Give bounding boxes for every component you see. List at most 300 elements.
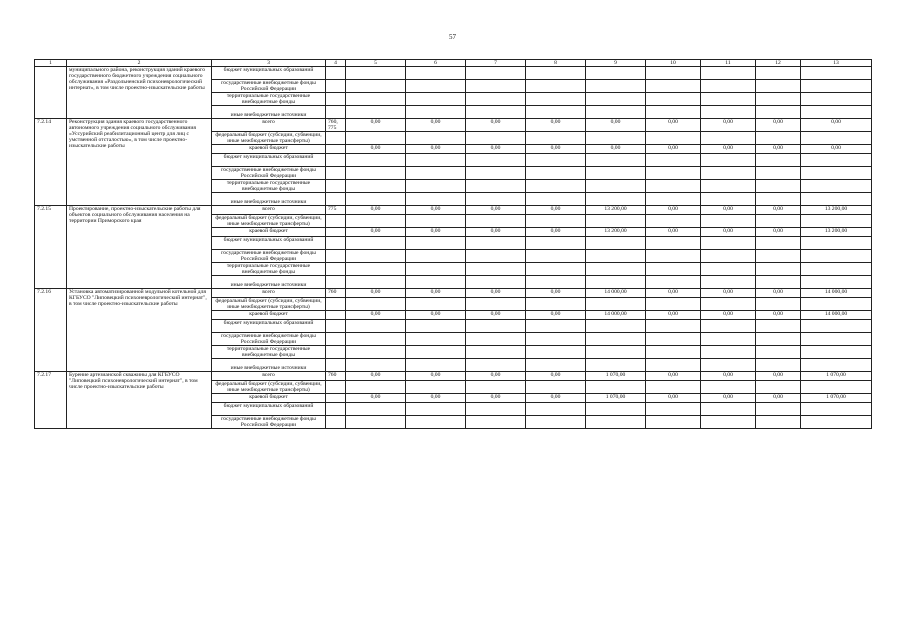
amount-cell [756, 346, 801, 359]
funding-source: краевой бюджет [212, 228, 326, 237]
amount-cell [586, 359, 646, 372]
amount-cell [586, 237, 646, 250]
amount-cell [466, 67, 526, 80]
amount-cell [586, 416, 646, 429]
amount-cell [586, 403, 646, 416]
amount-cell [646, 403, 701, 416]
activity-description: муниципального района, реконструкция зданий краевого государственного бюджетного учреждения социального обслуживания «Раздольненский психоневрологический интернат», в том числе проектно-изыскательские работы [67, 67, 212, 119]
amount-cell [346, 67, 406, 80]
amount-cell [756, 180, 801, 193]
amount-cell [586, 215, 646, 228]
expense-code [326, 215, 346, 228]
amount-cell [526, 320, 586, 333]
amount-cell [586, 263, 646, 276]
amount-cell [801, 193, 872, 206]
amount-cell [701, 80, 756, 93]
amount-cell [406, 67, 466, 80]
amount-cell [526, 106, 586, 119]
funding-source: бюджет муниципальных образований [212, 403, 326, 416]
amount-cell [346, 180, 406, 193]
amount-cell [701, 403, 756, 416]
amount-cell [526, 333, 586, 346]
amount-cell [756, 167, 801, 180]
activity-description: Проектирование, проектно-изыскательские работы для объектов социального обслуживания населения на территории Приморского края [67, 206, 212, 289]
amount-cell [646, 67, 701, 80]
amount-cell [801, 346, 872, 359]
amount-cell [346, 320, 406, 333]
amount-cell [646, 359, 701, 372]
amount-cell: 0,00 [346, 372, 406, 381]
expense-code [326, 250, 346, 263]
amount-cell [646, 80, 701, 93]
amount-cell [801, 298, 872, 311]
funding-source: краевой бюджет [212, 145, 326, 154]
amount-cell [646, 346, 701, 359]
amount-cell [801, 106, 872, 119]
amount-cell: 0,00 [406, 119, 466, 132]
expense-code [326, 394, 346, 403]
amount-cell: 0,00 [646, 394, 701, 403]
amount-cell [346, 237, 406, 250]
amount-cell: 0,00 [646, 372, 701, 381]
amount-cell [406, 333, 466, 346]
table-row [35, 67, 872, 80]
amount-cell [406, 381, 466, 394]
amount-cell [466, 106, 526, 119]
activity-code: 7.2.15 [35, 206, 67, 289]
amount-cell [756, 80, 801, 93]
expense-code: 775 [326, 206, 346, 215]
expense-code [326, 298, 346, 311]
amount-cell [586, 381, 646, 394]
amount-cell [466, 298, 526, 311]
amount-cell [406, 180, 466, 193]
amount-cell [586, 276, 646, 289]
amount-cell [701, 132, 756, 145]
amount-cell: 0,00 [406, 311, 466, 320]
amount-cell: 0,00 [646, 145, 701, 154]
amount-cell [586, 333, 646, 346]
funding-source: территориальные государственные внебюджетные фонды [212, 180, 326, 193]
funding-source: всего [212, 372, 326, 381]
amount-cell [756, 106, 801, 119]
column-header: 3 [212, 60, 326, 67]
amount-cell [466, 132, 526, 145]
funding-source: бюджет муниципальных образований [212, 237, 326, 250]
amount-cell: 14 000,00 [801, 311, 872, 320]
amount-cell: 0,00 [526, 394, 586, 403]
amount-cell: 0,00 [406, 372, 466, 381]
amount-cell [466, 193, 526, 206]
amount-cell [646, 193, 701, 206]
table-row [35, 206, 872, 215]
amount-cell [586, 180, 646, 193]
amount-cell [586, 80, 646, 93]
expense-code: 760 [326, 372, 346, 381]
amount-cell [586, 154, 646, 167]
amount-cell [406, 154, 466, 167]
expense-code [326, 228, 346, 237]
amount-cell [701, 193, 756, 206]
amount-cell [701, 416, 756, 429]
amount-cell [406, 403, 466, 416]
column-header: 4 [326, 60, 346, 67]
amount-cell [646, 167, 701, 180]
funding-source: государственные внебюджетные фонды Российской Федерации [212, 333, 326, 346]
amount-cell [346, 167, 406, 180]
amount-cell [646, 132, 701, 145]
expense-code [326, 263, 346, 276]
amount-cell: 0,00 [701, 206, 756, 215]
amount-cell [346, 250, 406, 263]
amount-cell [756, 416, 801, 429]
amount-cell [466, 359, 526, 372]
amount-cell [586, 320, 646, 333]
expense-code [326, 359, 346, 372]
amount-cell [756, 263, 801, 276]
amount-cell [466, 381, 526, 394]
amount-cell [701, 67, 756, 80]
amount-cell [406, 106, 466, 119]
activity-code: 7.2.14 [35, 119, 67, 206]
amount-cell [801, 93, 872, 106]
amount-cell [756, 67, 801, 80]
amount-cell [756, 298, 801, 311]
amount-cell [701, 298, 756, 311]
table-body [35, 67, 872, 429]
amount-cell [756, 132, 801, 145]
amount-cell: 0,00 [756, 311, 801, 320]
expense-code [326, 180, 346, 193]
amount-cell [701, 93, 756, 106]
amount-cell [346, 381, 406, 394]
amount-cell: 0,00 [646, 206, 701, 215]
activity-code: 7.2.17 [35, 372, 67, 429]
amount-cell [586, 298, 646, 311]
amount-cell [801, 416, 872, 429]
funding-source: федеральный бюджет (субсидии, субвенции, иные межбюджетные трансферты) [212, 381, 326, 394]
amount-cell [701, 237, 756, 250]
amount-cell [526, 193, 586, 206]
column-header: 7 [466, 60, 526, 67]
amount-cell: 0,00 [756, 289, 801, 298]
funding-source: иные внебюджетные источники [212, 193, 326, 206]
amount-cell: 14 000,00 [586, 311, 646, 320]
amount-cell: 0,00 [346, 394, 406, 403]
amount-cell [406, 132, 466, 145]
amount-cell: 0,00 [526, 311, 586, 320]
amount-cell [756, 237, 801, 250]
funding-source: государственные внебюджетные фонды Российской Федерации [212, 416, 326, 429]
amount-cell [586, 193, 646, 206]
amount-cell: 0,00 [701, 119, 756, 132]
funding-source: государственные внебюджетные фонды Российской Федерации [212, 167, 326, 180]
funding-source: федеральный бюджет (субсидии, субвенции, иные межбюджетные трансферты) [212, 298, 326, 311]
amount-cell: 0,00 [346, 228, 406, 237]
funding-source: территориальные государственные внебюджетные фонды [212, 93, 326, 106]
amount-cell: 0,00 [466, 394, 526, 403]
amount-cell: 1 070,00 [586, 372, 646, 381]
amount-cell [756, 403, 801, 416]
amount-cell [646, 180, 701, 193]
amount-cell [756, 215, 801, 228]
amount-cell [406, 346, 466, 359]
amount-cell [801, 276, 872, 289]
amount-cell: 0,00 [756, 228, 801, 237]
amount-cell [801, 132, 872, 145]
amount-cell [646, 237, 701, 250]
expense-code [326, 167, 346, 180]
amount-cell [526, 381, 586, 394]
amount-cell [346, 346, 406, 359]
amount-cell [346, 403, 406, 416]
amount-cell [406, 215, 466, 228]
amount-cell [701, 154, 756, 167]
amount-cell [526, 93, 586, 106]
amount-cell [346, 416, 406, 429]
funding-source: иные внебюджетные источники [212, 359, 326, 372]
expense-code [326, 106, 346, 119]
column-header: 2 [67, 60, 212, 67]
page-number: 57 [449, 33, 456, 41]
amount-cell [801, 167, 872, 180]
amount-cell: 0,00 [346, 206, 406, 215]
expense-code [326, 154, 346, 167]
amount-cell [756, 333, 801, 346]
amount-cell [801, 333, 872, 346]
expense-code [326, 145, 346, 154]
amount-cell [701, 180, 756, 193]
amount-cell [466, 237, 526, 250]
amount-cell [406, 80, 466, 93]
funding-source: федеральный бюджет (субсидии, субвенции, иные межбюджетные трансферты) [212, 215, 326, 228]
amount-cell [701, 320, 756, 333]
expense-code [326, 132, 346, 145]
amount-cell [406, 298, 466, 311]
amount-cell [801, 381, 872, 394]
amount-cell [701, 359, 756, 372]
amount-cell [346, 215, 406, 228]
amount-cell [406, 250, 466, 263]
amount-cell: 14 000,00 [586, 289, 646, 298]
amount-cell [466, 320, 526, 333]
amount-cell [346, 193, 406, 206]
funding-source: иные внебюджетные источники [212, 276, 326, 289]
amount-cell [466, 263, 526, 276]
amount-cell [801, 263, 872, 276]
amount-cell: 14 000,00 [801, 289, 872, 298]
column-header: 12 [756, 60, 801, 67]
amount-cell: 0,00 [586, 119, 646, 132]
amount-cell: 0,00 [801, 145, 872, 154]
amount-cell: 0,00 [466, 228, 526, 237]
amount-cell [756, 359, 801, 372]
column-header: 9 [586, 60, 646, 67]
amount-cell [346, 93, 406, 106]
expense-code [326, 403, 346, 416]
expense-code [326, 93, 346, 106]
amount-cell: 0,00 [466, 206, 526, 215]
amount-cell [586, 132, 646, 145]
amount-cell [586, 250, 646, 263]
amount-cell [466, 333, 526, 346]
amount-cell [346, 132, 406, 145]
amount-cell: 0,00 [346, 145, 406, 154]
amount-cell [346, 276, 406, 289]
expense-code [326, 237, 346, 250]
amount-cell [646, 106, 701, 119]
amount-cell: 0,00 [526, 145, 586, 154]
amount-cell [646, 333, 701, 346]
amount-cell [801, 250, 872, 263]
amount-cell [346, 333, 406, 346]
column-header: 11 [701, 60, 756, 67]
amount-cell [646, 320, 701, 333]
amount-cell [801, 215, 872, 228]
amount-cell [466, 346, 526, 359]
amount-cell [801, 154, 872, 167]
amount-cell: 0,00 [586, 145, 646, 154]
amount-cell [466, 276, 526, 289]
expense-code [326, 381, 346, 394]
funding-source: иные внебюджетные источники [212, 106, 326, 119]
amount-cell [346, 298, 406, 311]
activity-description: Установка автоматизированной модульной котельной для КГБУСО "Липовецкий психоневрологический интернат", в том числе проектно-изыскательские работы [67, 289, 212, 372]
amount-cell [346, 80, 406, 93]
amount-cell [586, 93, 646, 106]
amount-cell [406, 193, 466, 206]
amount-cell [526, 167, 586, 180]
amount-cell [406, 320, 466, 333]
amount-cell: 0,00 [646, 119, 701, 132]
amount-cell [801, 320, 872, 333]
amount-cell [646, 416, 701, 429]
amount-cell [466, 215, 526, 228]
activity-description: Бурение артезианской скважины для КГБУСО "Липовецкий психоневрологический интернат", в том числе проектно-изыскательские работы [67, 372, 212, 429]
amount-cell [406, 263, 466, 276]
amount-cell: 0,00 [646, 311, 701, 320]
amount-cell [466, 250, 526, 263]
table-row [35, 119, 872, 132]
amount-cell [526, 215, 586, 228]
amount-cell [466, 416, 526, 429]
amount-cell: 0,00 [701, 145, 756, 154]
funding-source: краевой бюджет [212, 394, 326, 403]
amount-cell [701, 250, 756, 263]
funding-source: краевой бюджет [212, 311, 326, 320]
amount-cell [646, 276, 701, 289]
funding-source: территориальные государственные внебюджетные фонды [212, 346, 326, 359]
expense-code [326, 333, 346, 346]
amount-cell: 0,00 [346, 289, 406, 298]
amount-cell [586, 106, 646, 119]
amount-cell: 0,00 [756, 119, 801, 132]
amount-cell [526, 403, 586, 416]
amount-cell [526, 180, 586, 193]
amount-cell [801, 180, 872, 193]
amount-cell [526, 359, 586, 372]
column-header: 8 [526, 60, 586, 67]
amount-cell [756, 154, 801, 167]
amount-cell [526, 132, 586, 145]
amount-cell [801, 67, 872, 80]
expense-code [326, 67, 346, 80]
funding-source: бюджет муниципальных образований [212, 67, 326, 80]
amount-cell [466, 167, 526, 180]
amount-cell [406, 93, 466, 106]
amount-cell: 0,00 [526, 372, 586, 381]
activity-code: 7.2.16 [35, 289, 67, 372]
amount-cell [586, 67, 646, 80]
amount-cell: 0,00 [466, 372, 526, 381]
amount-cell [701, 346, 756, 359]
amount-cell [701, 333, 756, 346]
funding-source: государственные внебюджетные фонды Российской Федерации [212, 250, 326, 263]
amount-cell [646, 154, 701, 167]
amount-cell [526, 298, 586, 311]
amount-cell [756, 381, 801, 394]
amount-cell [701, 263, 756, 276]
budget-table [34, 59, 872, 429]
amount-cell: 0,00 [801, 119, 872, 132]
amount-cell: 0,00 [526, 206, 586, 215]
amount-cell [756, 276, 801, 289]
amount-cell [701, 167, 756, 180]
amount-cell: 0,00 [466, 289, 526, 298]
expense-code [326, 80, 346, 93]
amount-cell [646, 215, 701, 228]
amount-cell [526, 80, 586, 93]
amount-cell [526, 263, 586, 276]
amount-cell [466, 154, 526, 167]
funding-source: всего [212, 206, 326, 215]
column-header: 1 [35, 60, 67, 67]
table-row [35, 289, 872, 298]
amount-cell: 0,00 [466, 311, 526, 320]
amount-cell [756, 193, 801, 206]
amount-cell [756, 320, 801, 333]
amount-cell: 1 070,00 [586, 394, 646, 403]
amount-cell [801, 237, 872, 250]
amount-cell [646, 381, 701, 394]
amount-cell: 0,00 [466, 119, 526, 132]
expense-code [326, 346, 346, 359]
expense-code [326, 276, 346, 289]
amount-cell [646, 93, 701, 106]
column-header: 5 [346, 60, 406, 67]
amount-cell: 0,00 [756, 145, 801, 154]
amount-cell [586, 167, 646, 180]
amount-cell: 0,00 [701, 228, 756, 237]
amount-cell: 0,00 [701, 289, 756, 298]
amount-cell: 0,00 [406, 145, 466, 154]
amount-cell [406, 416, 466, 429]
amount-cell [701, 381, 756, 394]
amount-cell [406, 276, 466, 289]
funding-source: государственные внебюджетные фонды Российской Федерации [212, 80, 326, 93]
amount-cell [701, 215, 756, 228]
amount-cell [801, 80, 872, 93]
amount-cell: 1 070,00 [801, 394, 872, 403]
amount-cell: 0,00 [701, 394, 756, 403]
amount-cell: 0,00 [646, 289, 701, 298]
amount-cell [346, 154, 406, 167]
table-row [35, 372, 872, 381]
amount-cell: 0,00 [406, 228, 466, 237]
funding-source: территориальные государственные внебюджетные фонды [212, 263, 326, 276]
column-header: 13 [801, 60, 872, 67]
amount-cell [586, 346, 646, 359]
